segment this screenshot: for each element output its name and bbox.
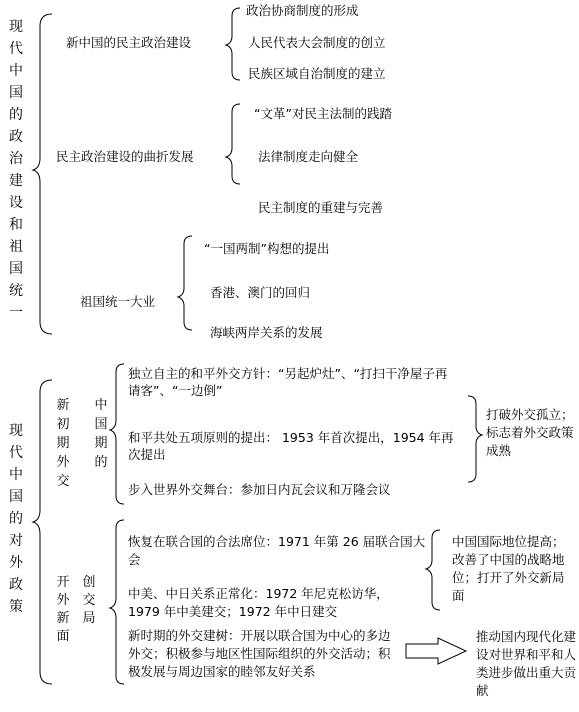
part2-branch1-label-col1: 新初期外交 [56, 398, 70, 489]
part1-main-brace [33, 14, 52, 334]
part1-branch1-item1: 政治协商制度的形成 [246, 3, 359, 18]
arrow-icon [406, 638, 466, 664]
part2-branch1-item1: 独立自主的和平外交方针：“另起炉灶”、“打扫干净屋子再请客”、“一边倒” [128, 366, 448, 398]
part2-branch2-item2: 中美、中日关系正常化：1972 年尼克松访华，1979 年中美建交；1972 年中日建交 [128, 586, 389, 619]
part1-branch2-brace [226, 104, 240, 184]
part2-branch1-result: 打破外交孤立；标志着外交政策成熟 [486, 407, 574, 458]
part1-branch1-label: 新中国的民主政治建设 [66, 35, 192, 50]
part1-branch2-item2: 法律制度走向健全 [258, 149, 359, 164]
part2-final-outcome: 推动国内现代化建设对世界和平和人类进步做出重大贡献 [476, 629, 577, 698]
part1-branch3-item3: 海峡两岸关系的发展 [210, 325, 323, 340]
part2-branch1-item3: 步入世界外交舞台：参加日内瓦会议和万隆会议 [128, 482, 391, 497]
part1-branch3-brace [178, 236, 192, 330]
part2-branch2-label-col2: 创交局 [82, 575, 96, 626]
part2-main-brace [33, 380, 52, 684]
part1-branch1-item3: 民族区域自治制度的建立 [248, 66, 386, 81]
part2-branch1-label-col2: 中国期的 [94, 398, 108, 470]
part1-branch1-brace [226, 8, 240, 80]
part1-branch3-item2: 香港、澳门的回归 [210, 285, 311, 300]
result2-brace [426, 530, 440, 610]
result1-brace [468, 396, 482, 482]
part1-branch2-item1: “文革”对民主法制的践踏 [254, 106, 392, 121]
part2-title: 现代中国的对外政策 [9, 423, 23, 615]
part1-title: 现代中国的政治建设和祖国统一 [9, 19, 23, 321]
part2-branch1-brace [110, 364, 124, 504]
part2-branch1-item2: 和平共处五项原则的提出： 1953 年首次提出，1954 年再次提出 [128, 430, 454, 462]
part2-branch2-result: 中国国际地位提高；改善了中国的战略地位；打开了外交新局面 [452, 534, 565, 603]
part2-branch2-label-col1: 开外新面 [56, 575, 70, 644]
part1-branch2-label: 民主政治建设的曲折发展 [56, 149, 194, 164]
part2-branch2-brace [110, 520, 124, 684]
part1-branch3-item1: “一国两制”构想的提出 [204, 241, 330, 256]
part1-branch3-label: 祖国统一大业 [80, 294, 156, 309]
part2-branch2-item3: 新时期的外交建树：开展以联合国为中心的多边外交；积极参与地区性国际组织的外交活动；积极发展与周边国家的睦邻友好关系 [128, 628, 391, 679]
part1-branch2-item3: 民主制度的重建与完善 [258, 200, 384, 215]
part2-branch2-item1: 恢复在联合国的合法席位：1971 年第 26 届联合国大会 [128, 534, 426, 567]
part1-branch1-item2: 人民代表大会制度的创立 [248, 35, 386, 50]
